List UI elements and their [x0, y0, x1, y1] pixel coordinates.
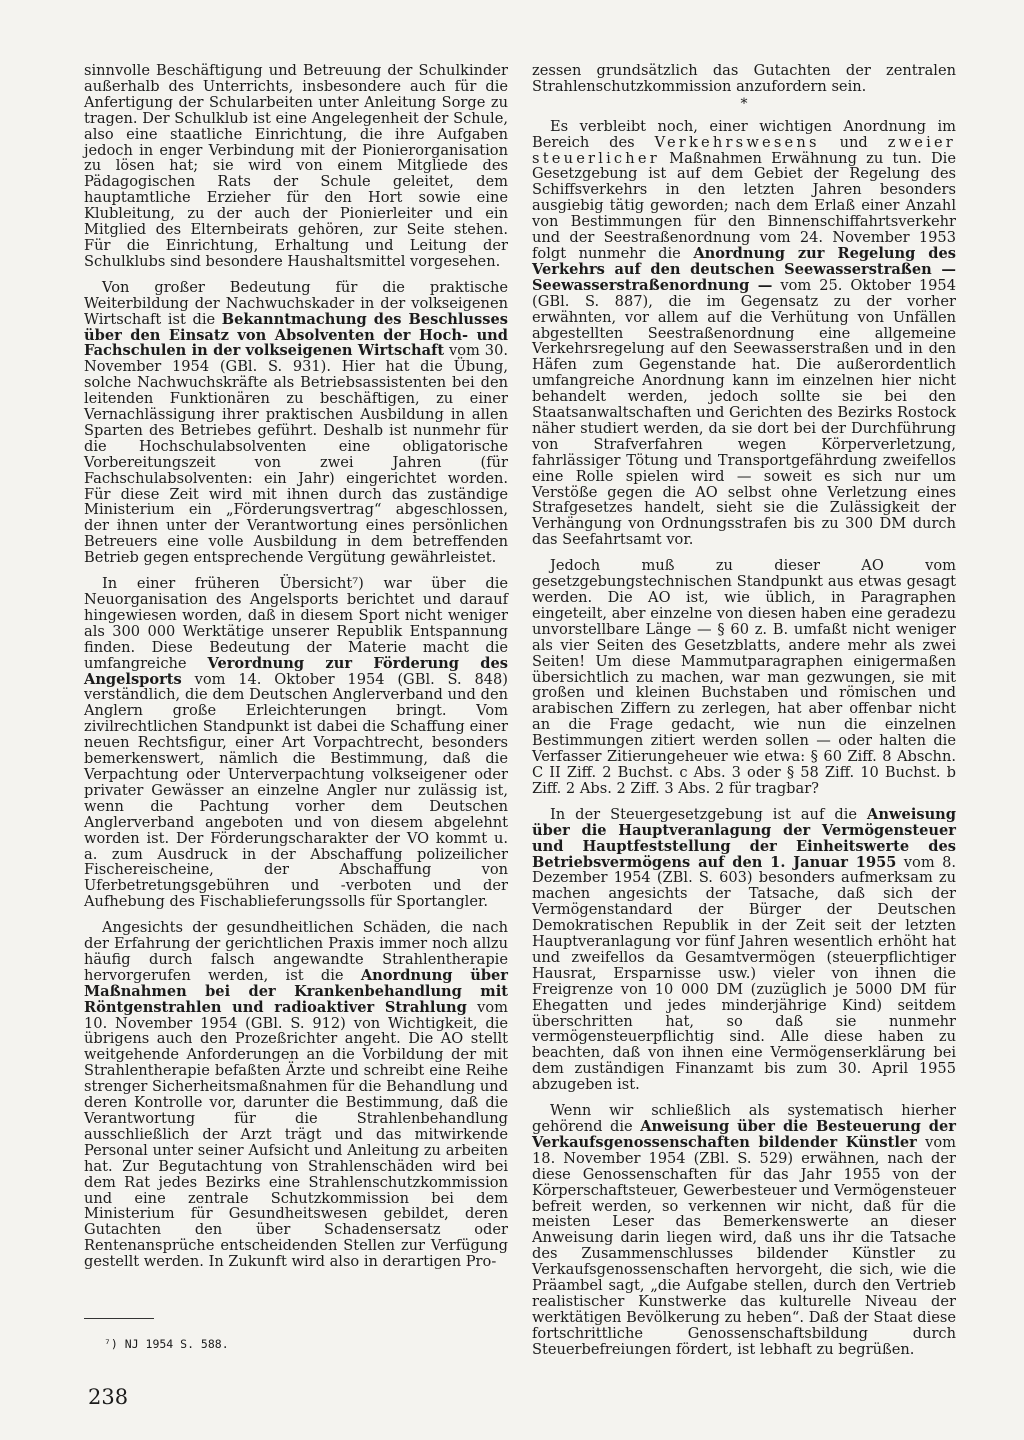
paragraph-text: Es verbleibt noch, einer wichtigen Anordnung im Bereich des — [532, 117, 956, 151]
bold-title-angelsport: Verordnung zur Förderung des Angelsports — [84, 654, 508, 688]
paragraph-text: Wenn wir schließlich als systematisch hierher gehörend die — [532, 1102, 956, 1135]
paragraph-nachwuchskader — [84, 280, 508, 566]
bold-title-hauptveranlagung: Anweisung über die Hauptveranlagung der Vermögensteuer und Hauptfeststellung der Einheitswerte des Betriebsvermögens auf den 1. Januar 1955 — [532, 805, 956, 871]
paragraph-text: Von großer Bedeutung für die praktische Weiterbildung der Nachwuchskader in der volkseigenen Wirtschaft ist die — [84, 278, 508, 328]
paragraph-text: In einer früheren Übersicht⁷) war über die Neuorganisation des Angelsports berichtet und darauf hingewiesen worden, daß in diesem Sport nicht weniger als 300 000 Werktätige unserer Republik Entspannung finden. Diese Bedeutung der Materie macht die umfangreiche — [84, 575, 508, 672]
paragraph-text: vom 14. Oktober 1954 (GBl. S. 848) verständlich, die dem Deutschen Anglerverband und den Anglern große Erleichterungen bringt. Vom zivilrechtlichen Standpunkt ist dabei die Schaffung einer neuen Rechtsfigur, einer Art Vorpachtrecht, besonders bemerkenswert, nämlich die Bestimmung, daß die Verpachtung oder Unterverpachtung volkseigener oder privater Gewässer an einzelne Angler nur zulässig ist, wenn die Pachtung vorher dem Deutschen Anglerverband angeboten und von diesem abgelehnt worden ist. Der Förderungscharakter der VO kommt u. a. zum Ausdruck in der Abschaffung polizeilicher Fischereischeine, der Abschaffung von Uferbetretungsgebühren und -verboten und der Aufhebung des Fischablieferungssolls für Sportangler. — [84, 670, 508, 911]
paragraph-text: vom 8. Dezember 1954 (ZBl. S. 603) besonders aufmerksam zu machen angesichts der Tatsache, daß sich der Vermögenstandard der Bürger der Deutschen Demokratischen Republik in der Zeit seit der letzten Hauptveranlagung vor fünf Jahren wesentlich erhöht hat und zweifellos da Gesamtvermögen (steuerpflichtiger Hausrat, Ersparnisse usw.) vieler von ihnen die Freigrenze von 10 000 DM (zuzüglich je 5000 DM für Ehegatten und jedes minderjährige Kind) seitdem überschritten hat, so daß sie nunmehr vermögensteuerpflichtig sind. Alle diese haben zu beachten, daß von ihnen eine Vermögenserklärung bei dem zuständigen Finanzamt bis zum 30. April 1955 abzugeben ist. — [532, 853, 956, 1094]
paragraph-text: Angesichts der gesundheitlichen Schäden, die nach der Erfahrung der gerichtlichen Praxis immer noch allzu häufig durch falsch angewandte Strahlentherapie hervorgerufen werden, ist die — [84, 919, 508, 984]
paragraph-text: In der Steuergesetzgebung ist auf die — [550, 805, 868, 823]
bold-title-verkaufsgenossenschaften: Anweisung über die Besteuerung der Verkaufsgenossenschaften bildender Künstler — [532, 1118, 956, 1151]
paragraph-strahlentherapie — [84, 920, 508, 1270]
paragraph-text: sinnvolle Beschäftigung und Betreuung der Schulkinder außerhalb des Unterrichts, insbesondere auch für die Anfertigung der Schularbeiten unter Anleitung Sorge zu tragen. Der Schulklub ist eine Angelegenheit der Schule, also eine staatliche Einrichtung, die ihre Aufgaben jedoch in enger Verbindung mit der Pionierorganisation zu lösen hat; sie wird von einem Mitgliede des Pädagogischen Rats der Schule geleitet, dem hauptamtliche Erzieher für den Hort sowie eine Klubleitung, zu der auch der Pionierleiter und ein Mitglied des Elternbeirats gehören, zur Seite stehen. Für die Einrichtung, Erhaltung und Leitung der Schulklubs sind besondere Haushaltsmittel vorgesehen. — [84, 62, 508, 270]
paragraph-text: vom 25. Oktober 1954 (GBl. S. 887), die im Gegensatz zu der vorher erwähnten, vor allem auf die Verhütung von Unfällen abgestellten Seestraßenordnung eine allgemeine Verkehrsregelung auf den Seewasserstraßen und in den Häfen zum Gegenstande hat. Die außerordentlich umfangreiche Anordnung kann im einzelnen hier nicht behandelt werden, jedoch sollte sie bei den Staatsanwaltschaften und Gerichten des Bezirks Rostock näher studiert werden, da sie dort bei der Durchführung von Strafverfahren wegen Körperverletzung, fahrlässiger Tötung und Transportgefährdung zweifellos eine Rolle spielen wird — soweit es sich nur um Verstöße gegen die AO selbst ohne Verletzung eines Strafgesetzes handelt, sieht sie die Zulässigkeit der Verhängung von Ordnungsstrafen bis zu 300 DM durch das Seefahrtsamt vor. — [532, 276, 956, 549]
bold-title-roentgen: Anordnung über Maßnahmen bei der Krankenbehandlung mit Röntgenstrahlen und radioaktiver Strahlung — [84, 966, 508, 1016]
paragraph-vermoegensteuer — [532, 807, 956, 1093]
paragraph-text: Maßnahmen Erwähnung zu tun. Die Gesetzgebung ist auf dem Gebiet der Regelung des Schiffsverkehrs in den letzten Jahren besonders ausgiebig tätig geworden; nach dem Erlaß einer Anzahl von Bestimmungen für den Binnenschiffahrtsverkehr und der Seestraßenordnung vom 24. November 1953 folgt nunmehr die — [532, 149, 956, 262]
page-number: 238 — [88, 1385, 129, 1409]
right-column — [532, 63, 956, 1358]
paragraph-verkehrswesen — [532, 119, 956, 548]
spaced-term-verkehrswesen: Verkehrswesens — [654, 133, 820, 151]
paragraph-text: Jedoch muß zu dieser AO vom gesetzgebungstechnischen Standpunkt aus etwas gesagt werden. Die AO ist, wie üblich, in Paragraphen eingeteilt, aber einzelne von diesen haben eine geradezu unvorstellbare Länge — § 60 z. B. umfaßt nicht weniger als vier Seiten des Gesetzblatts, andere mehr als zwei Seiten! Um diese Mammutparagraphen einigermaßen übersichtlich zu machen, war man gezwungen, sie mit großen und kleinen Buchstaben und römischen und arabischen Ziffern zu zerlegen, hat aber offenbar nicht an die Frage gedacht, wie nun die einzelnen Bestimmungen zitiert werden sollen — oder halten die Verfasser Zitierungeheuer wie etwa: § 60 Ziff. 8 Abschn. C II Ziff. 2 Buchst. c Abs. 3 oder § 58 Ziff. 10 Buchst. b Ziff. 2 Abs. 2 Ziff. 3 Abs. 2 für tragbar? — [532, 557, 956, 797]
footnote: ⁷) NJ 1954 S. 588. — [104, 1337, 229, 1351]
footnote-divider — [84, 1318, 154, 1319]
section-separator-star: * — [740, 95, 748, 112]
paragraph-prozessen — [532, 63, 956, 95]
bold-title-seewasserstrassen: Anordnung zur Regelung des Verkehrs auf den deutschen Seewasserstraßen — Seewasserstraßenordnung — — [532, 244, 956, 294]
paragraph-text: vom 30. November 1954 (GBl. S. 931). Hier hat die Übung, solche Nachwuchskräfte als Betriebsassistenten bei den leitenden Funktionären zu beschäftigen, zu einer Vernachlässigung ihrer praktischen Ausbildung in allen Sparten des Betriebes geführt. Deshalb ist nunmehr für die Hochschulabsolventen eine obligatorische Vorbereitungszeit von zwei Jahren (für Fachschulabsolventen: ein Jahr) eingerichtet worden. Für diese Zeit wird mit ihnen durch das zuständige Ministerium ein „Förderungsvertrag“ abgeschlossen, der ihnen unter der Verantwortung eines persönlichen Betreuers eine volle Ausbildung in dem betreffenden Betrieb gegen entsprechende Vergütung gewährleistet. — [84, 342, 508, 567]
paragraph-text: zessen grundsätzlich das Gutachten der zentralen Strahlenschutzkommission anzufordern sein. — [532, 62, 956, 95]
left-column — [84, 63, 508, 1270]
paragraph-text: vom 10. November 1954 (GBl. S. 912) von Wichtigkeit, die übrigens auch den Prozeßrichter angeht. Die AO stellt weitgehende Anforderungen an die Vorbildung der mit Strahlentherapie befaßten Ärzte und schreibt eine Reihe strenger Sicherheitsmaßnahmen für die Behandlung und deren Kontrolle vor, darunter die Bestimmung, daß die Verantwortung für die Strahlenbehandlung ausschließlich der Arzt trägt und das mitwirkende Personal unter seiner Aufsicht und Anleitung zu arbeiten hat. Zur Begutachtung von Strahlenschäden wird bei dem Rat jedes Bezirks eine Strahlenschutzkommission und eine zentrale Schutzkommission bei dem Ministerium für Gesundheitswesen gebildet, deren Gutachten den über Schadensersatz oder Rentenansprüche entscheidenden Stellen zur Verfügung gestellt werden. In Zukunft wird also in derartigen Pro- — [84, 998, 508, 1271]
paragraph-text: und — [819, 133, 888, 151]
paragraph-kuenstler — [532, 1103, 956, 1358]
paragraph-angelsport — [84, 576, 508, 910]
paragraph-gesetzgebungstechnik — [532, 558, 956, 797]
paragraph-schulklub — [84, 63, 508, 270]
spaced-term-steuerlicher: zweier steuerlicher — [532, 133, 956, 167]
bold-title-absolventen: Bekanntmachung des Beschlusses über den Einsatz von Absolventen der Hoch- und Fachschulen in der volkseigenen Wirtschaft — [84, 310, 508, 360]
paragraph-text: vom 18. November 1954 (ZBl. S. 529) erwähnen, nach der diese Genossenschaften für das Jahr 1955 von der Körperschaftsteuer, Gewerbesteuer und Vermögensteuer befreit werden, so verkennen wir nicht, daß für die meisten Leser das Bemerkenswerte an dieser Anweisung darin liegen wird, daß uns ihr die Tatsache des Zusammenschlusses bildender Künstler zu Verkaufsgenossenschaften hervorgeht, die sich, wie die Präambel sagt, „die Aufgabe stellen, durch den Vertrieb realistischer Kunstwerke das kulturelle Niveau der werktätigen Bevölkerung zu heben“. Daß der Staat diese fortschrittliche Genossenschaftsbildung durch Steuerbefreiungen fördert, ist lebhaft zu begrüßen. — [532, 1133, 956, 1358]
